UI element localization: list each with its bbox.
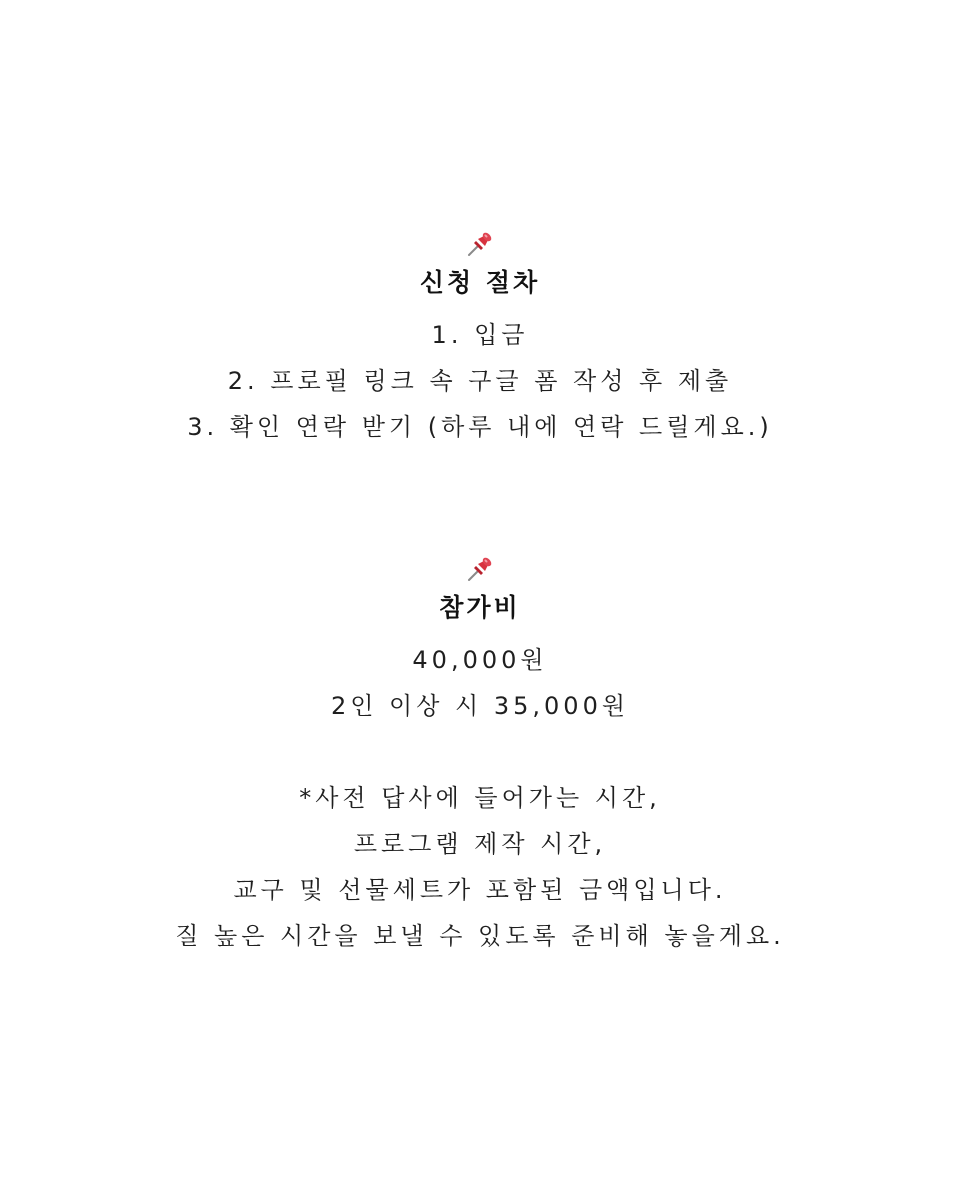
pushpin-icon (464, 228, 496, 260)
fee-price: 40,000원 (412, 646, 548, 674)
fee-note: *사전 답사에 들어가는 시간, (299, 784, 661, 812)
procedure-step: 3. 확인 연락 받기 (하루 내에 연락 드릴게요.) (187, 413, 773, 441)
procedure-title: 신청 절차 (419, 268, 541, 297)
fee-price: 2인 이상 시 35,000원 (330, 692, 630, 720)
fee-note: 질 높은 시간을 보낼 수 있도록 준비해 놓을게요. (175, 922, 785, 950)
fee-note: 프로그램 제작 시간, (353, 830, 607, 858)
procedure-step: 2. 프로필 링크 속 구글 폼 작성 후 제출 (227, 367, 733, 395)
spacer (0, 729, 960, 775)
fee-title: 참가비 (439, 593, 521, 622)
fee-section (0, 553, 960, 959)
fee-note: 교구 및 선물세트가 포함된 금액입니다. (233, 876, 727, 904)
procedure-step: 1. 입금 (431, 321, 529, 349)
procedure-section (0, 228, 960, 450)
pushpin-icon (464, 553, 496, 585)
